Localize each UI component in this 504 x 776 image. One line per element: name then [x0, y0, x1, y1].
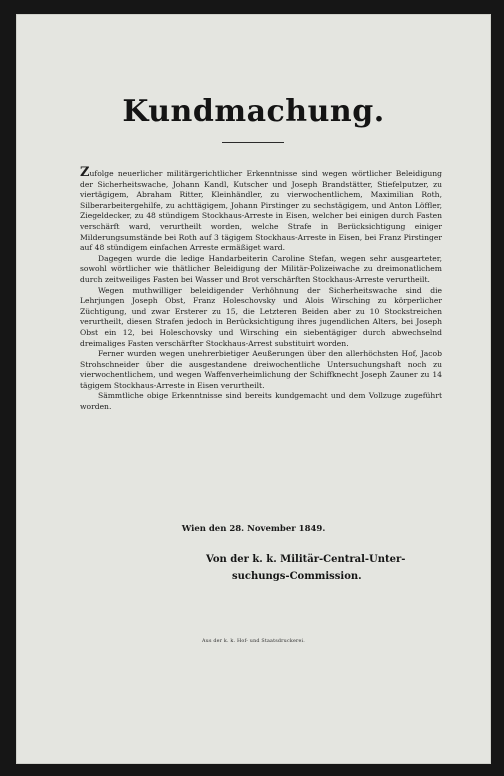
- signature-line-2: suchungs-Commission.: [232, 571, 362, 582]
- paragraph-4: Ferner wurden wegen unehrerbietiger Aeußerungen über den allerhöchsten Hof, Jacob Strohschneider über die ausgestandene dreiwochentliche Untersuchungshaft noch zu vierwochentlichem, und wegen Waffenverheimlichung der Schiffknecht Joseph Zauner zu 14 tägigem Stockhaus-Arreste in Eisen verurtheilt.: [80, 349, 442, 390]
- paragraph-5: Sämmtliche obige Erkenntnisse sind bereits kundgemacht und dem Vollzuge zugeführt worden.: [80, 391, 442, 412]
- notice-body: [80, 165, 442, 413]
- paragraph-3: Wegen muthwilliger beleidigender Verhöhnung der Sicherheitswache sind die Lehrjungen Joseph Obst, Franz Holeschovsky und Alois Wirsching zu körperlicher Züchtigung, und zwar Ersterer zu 15, die Letzteren Beiden aber zu 10 Stockstreichen verurtheilt, diesen Strafen jedoch in Berücksichtigung ihres jugendlichen Alters, bei Joseph Obst ein 12, bei Holeschovsky und Wirsching ein siebentägiger durch abwechselnd dreimaliges Fasten verschärfter Stockhaus-Arrest substituirt worden.: [80, 285, 442, 348]
- poster-sheet: [16, 14, 491, 764]
- title-divider: [222, 142, 284, 143]
- notice-title: Kundmachung.: [122, 94, 385, 129]
- signature-block: [206, 551, 426, 585]
- paragraph-1: Zufolge neuerlicher militärgerichtlicher Erkenntnisse sind wegen wörtlicher Beleidigung der Sicherheitswache, Johann Kandl, Kutscher und Joseph Brandstätter, Stiefelputzer, zu viertägigem, Abraham Ritter, Kleinhändler, zu vierwochentlichem, Maximilian Roth, Silberarbeitergehilfe, zu achttägigem, Johann Pirstinger zu sechstägigem, und Anton Löffler, Ziegeldecker, zu 48 stündigem Stockhaus-Arreste in Eisen, welcher bei einigen durch Fasten verschärft ward, verurtheilt worden, welche Strafe in Berücksichtigung einiger Milderungsumstände bei Roth auf 3 tägigem Stockhaus-Arreste in Eisen, bei Franz Pirstinger auf 48 stündigem einfachen Arreste ermäßiget ward.: [80, 165, 442, 253]
- paragraph-2: Dagegen wurde die ledige Handarbeiterin Caroline Stefan, wegen sehr ausgearteter, sowohl wörtlicher wie thätlicher Beleidigung der Militär-Polizeiwache zu dreimonatlichem durch zeitweiliges Fasten bei Wasser und Brot verschärften Stockhaus-Arreste verurtheilt.: [80, 253, 442, 284]
- signature-line-1: Von der k. k. Militär-Central-Unter-: [206, 554, 406, 565]
- printer-imprint: Aus der k. k. Hof- und Staatsdruckerei.: [202, 639, 305, 644]
- issue-date: Wien den 28. November 1849.: [181, 524, 326, 534]
